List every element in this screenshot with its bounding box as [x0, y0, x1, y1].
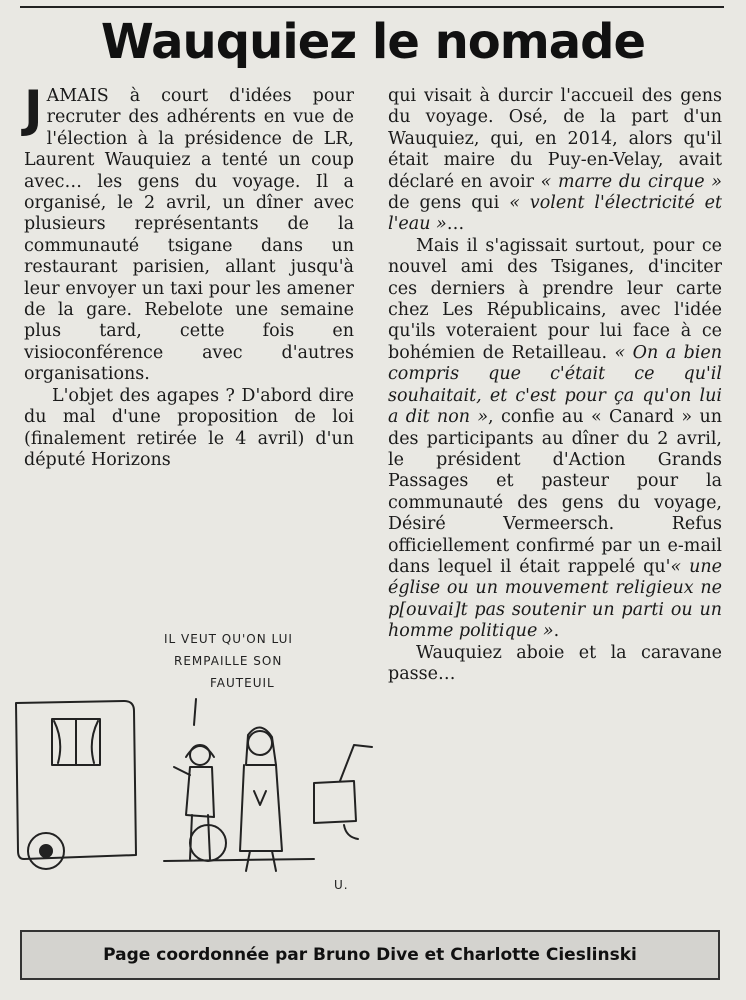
- dropcap: J: [24, 80, 43, 138]
- cartoon-illustration: [14, 615, 376, 905]
- top-rule: [20, 6, 724, 8]
- quote-cirque: « marre du cirque »: [540, 171, 722, 192]
- quote-dit-non: « On a bien compris que c'était ce qu'il souhaitait, et c'est pour ça qu'on lui a dit non »: [388, 342, 722, 428]
- paragraph-4-text-a: Mais il s'agissait surtout, pour ce nouvel ami des Tsiganes, d'inciter ces derniers à prendre leur carte chez Les Républicains, avec l'idée qu'ils voteraient pour lui face à ce bohémien de Retailleau.: [388, 235, 722, 363]
- cartoon-caption-line-1: IL VEUT QU'ON LUI: [164, 632, 293, 646]
- paragraph-1: [24, 80, 354, 386]
- paragraph-4: [388, 236, 722, 643]
- cartoon-signature: U.: [334, 878, 349, 892]
- paragraph-3-text-b: de gens qui: [388, 193, 510, 214]
- footer-credit: Page coordonnée par Bruno Dive et Charlotte Cieslinski: [103, 945, 637, 965]
- cartoon-drawing: [14, 615, 376, 905]
- paragraph-5: Wauquiez aboie et la caravane passe…: [388, 642, 722, 684]
- headline: Wauquiez le nomade: [100, 14, 646, 70]
- paragraph-3-text-c: …: [446, 214, 465, 235]
- cartoon-caption-line-3: FAUTEUIL: [210, 676, 275, 690]
- paragraph-2: L'objet des agapes ? D'abord dire du mal d'une proposition de loi (finalement retirée le 4 avril) d'un député Horizons: [24, 385, 354, 470]
- cartoon-caption-line-2: REMPAILLE SON: [174, 654, 283, 668]
- left-column: [24, 80, 354, 471]
- paragraph-1-text: AMAIS à court d'idées pour recruter des adhérents en vue de l'élection à la présidence de LR, Laurent Wauquiez a tenté un coup avec… les gens du voyage. Il a organisé, le 2 avril, un dîner avec plusieurs représentants de la communauté tsigane dans un restaurant parisien, allant jusqu'à leur envoyer un taxi pour les amener de la gare. Rebelote une semaine plus tard, cette fois en visioconférence avec d'autres organisations.: [24, 86, 354, 385]
- paragraph-3-text-a: qui visait à durcir l'accueil des gens du voyage. Osé, de la part d'un Wauquiez, qui, en 2014, alors qu'il était maire du Puy-en-Velay, avait déclaré en avoir: [388, 86, 722, 192]
- right-column: [388, 86, 722, 685]
- paragraph-4-text-b: , confie au « Canard » un des participants au dîner du 2 avril, le président d'Action Grands Passages et pasteur pour la communauté des gens du voyage, Désiré Vermeersch. Refus officiellement confirmé par un e-mail dans lequel il était rappelé qu': [388, 407, 722, 577]
- paragraph-4-text-c: .: [553, 621, 560, 642]
- quote-electricite: « volent l'électricité et l'eau »: [388, 193, 722, 235]
- quote-eglise: « une église ou un mouvement religieux ne p[ouvai]t pas soutenir un parti ou un homme politique »: [388, 556, 723, 642]
- paragraph-3: [388, 86, 722, 236]
- footer-credit-box: [20, 930, 720, 980]
